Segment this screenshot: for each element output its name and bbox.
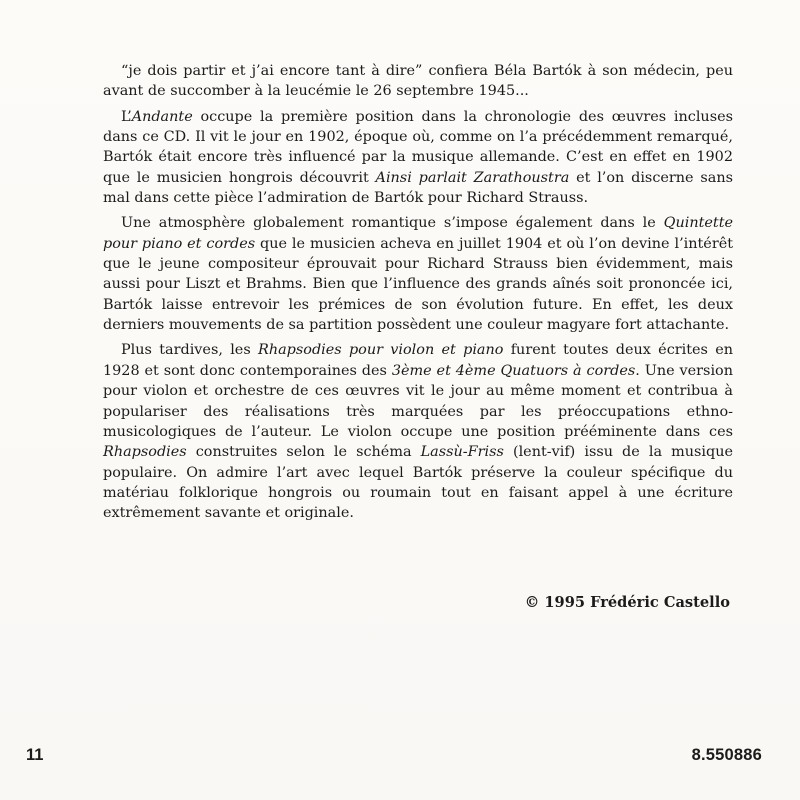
author-signature: © 1995 Frédéric Castello — [524, 594, 730, 611]
text-run: . Une version pour violon et orchestre de ces œuvres vit le jour au même moment et contribua à populariser des réalisations très marquées par les préoccupations ethno-musicologiques de l’auteur. Le violon occupe une position prééminente dans ces — [103, 362, 733, 440]
italic-title: Rhapsodies pour violon et piano — [258, 342, 504, 359]
text-run: que le musicien acheva en juillet 1904 et où l’on devine l’intérêt que le jeune compositeur éprouvait pour Richard Strauss bien évidemment, mais aussi pour Liszt et Brahms. Bien que l’influence des grands aînés soit prononcée ici, Bartók laisse entrevoir les prémices de son évolution future. En effet, les deux derniers mouvements de sa partition possèdent une couleur magyare fort attachante. — [103, 235, 733, 334]
text-run: Une atmosphère globalement romantique s’impose également dans le — [121, 215, 664, 232]
italic-title: 3ème et 4ème Quatuors à cordes — [391, 362, 636, 379]
text-run: “je dois partir et j’ai encore tant à dire” confiera Béla Bartók à son médecin, peu avant de succomber à la leucémie le 26 septembre 1945... — [103, 63, 733, 100]
paragraph — [103, 340, 733, 523]
text-run: et l’on discerne sans mal dans cette pièce l’admiration de Bartók pour Richard Strauss. — [103, 169, 733, 207]
text-run: furent toutes deux écrites en 1928 et sont donc contemporaines des — [103, 342, 734, 379]
text-run: L’ — [121, 108, 132, 125]
italic-title: Ainsi parlait Zarathoustra — [375, 169, 570, 186]
text-run: construites selon le schéma — [186, 444, 421, 461]
paragraph — [103, 61, 733, 102]
paragraph — [103, 107, 733, 209]
italic-title: Lassù-Friss — [420, 444, 504, 461]
text-run: (lent-vif) issu de la musique populaire. On admire l’art avec lequel Bartók préserve la couleur spécifique du matériau folklorique hongrois ou roumain tout en faisant appel à une écriture extrêmement savante et originale. — [103, 444, 733, 522]
page-number: 11 — [26, 746, 44, 764]
text-run: Plus tardives, les — [121, 342, 258, 359]
essay-text — [103, 61, 733, 529]
text-run: occupe la première position dans la chronologie des œuvres incluses dans ce CD. Il vit le jour en 1902, époque où, comme on l’a précédemment remarqué, Bartók était encore très influencé par la musique allemande. C’est en effet en 1902 que le musicien hongrois découvrit — [103, 108, 733, 186]
italic-title: Andante — [131, 108, 193, 125]
italic-title: Rhapsodies — [103, 444, 187, 461]
catalog-number: 8.550886 — [691, 746, 762, 764]
paragraph — [103, 213, 733, 335]
italic-title: Quintette pour piano et cordes — [103, 215, 733, 252]
